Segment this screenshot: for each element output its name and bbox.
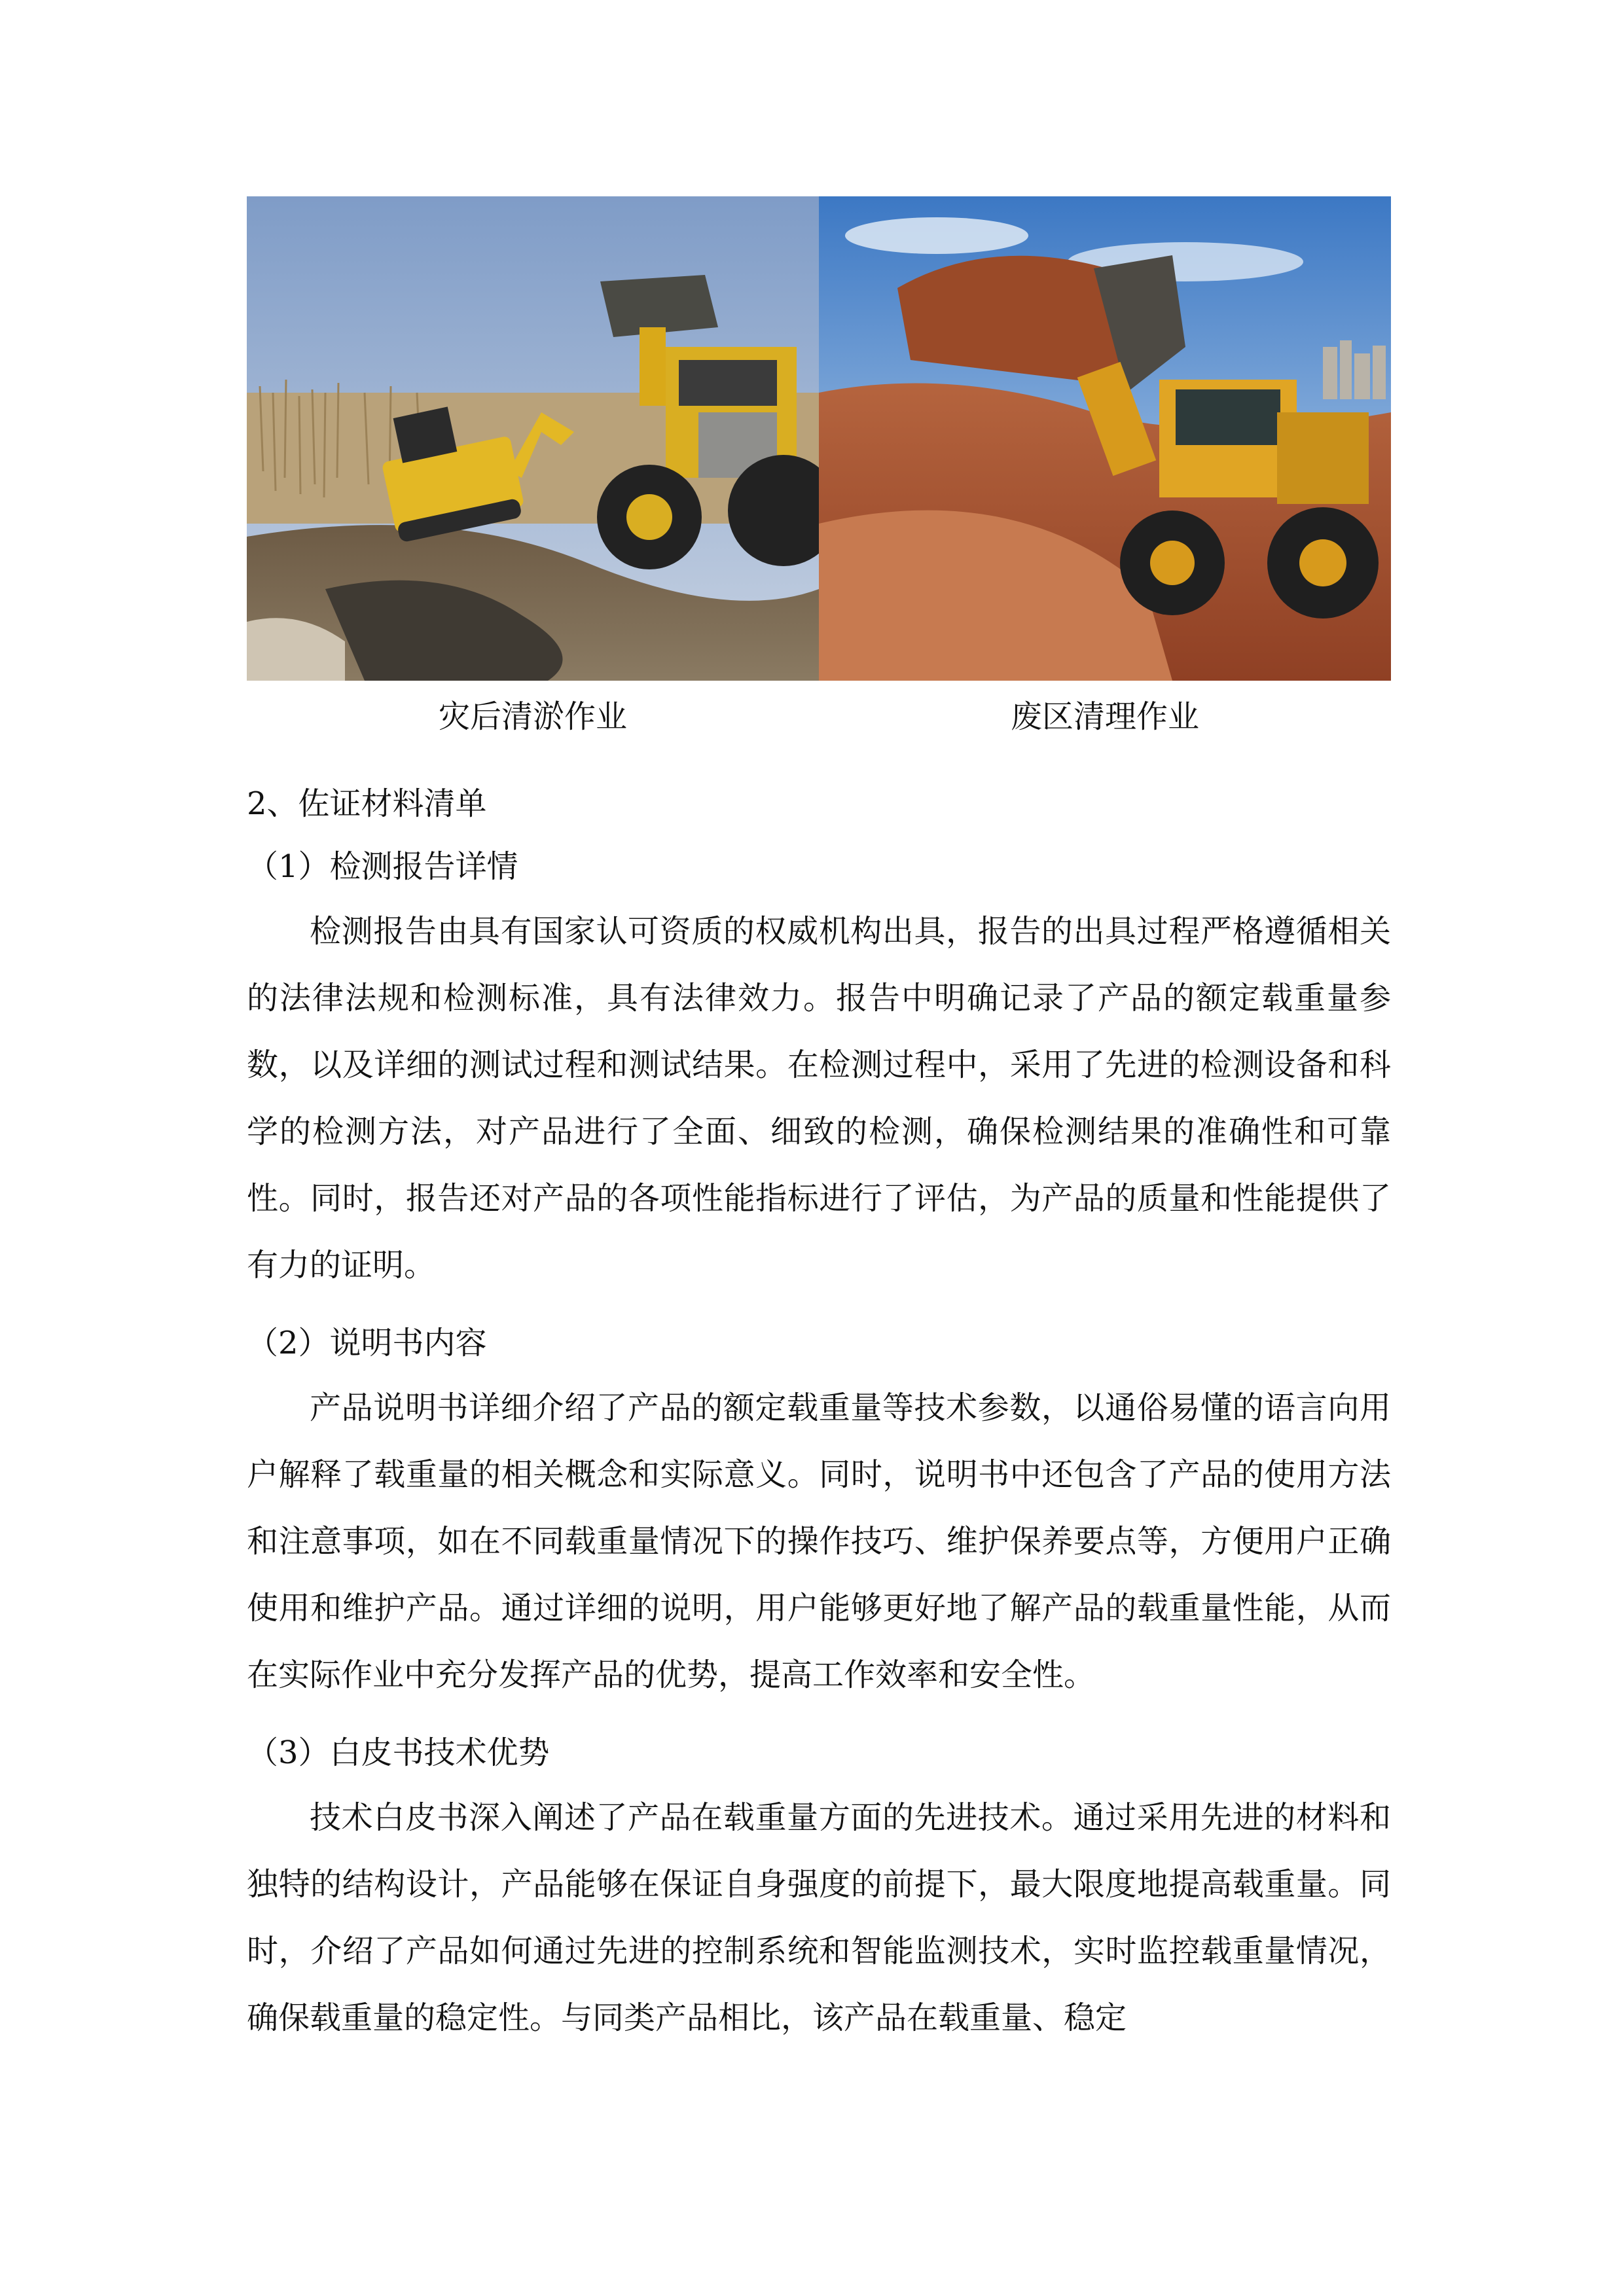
evidence-materials-section	[247, 772, 1391, 2064]
figure-row	[247, 196, 1391, 681]
paragraph-manual: 产品说明书详细介绍了产品的额定载重量等技术参数，以通俗易懂的语言向用户解释了载重量的相关概念和实际意义。同时，说明书中还包含了产品的使用方法和注意事项，如在不同载重量情况下的操作技巧、维护保养要点等，方便用户正确使用和维护产品。通过详细的说明，用户能够更好地了解产品的载重量性能，从而在实际作业中充分发挥产品的优势，提高工作效率和安全性。	[247, 1390, 1391, 1693]
paragraph-whitepaper: 技术白皮书深入阐述了产品在载重量方面的先进技术。通过采用先进的材料和独特的结构设计，产品能够在保证自身强度的前提下，最大限度地提高载重量。同时，介绍了产品如何通过先进的控制系统和智能监测技术，实时监控载重量情况，确保载重量的稳定性。与同类产品相比，该产品在载重量、稳定	[247, 1799, 1391, 2036]
subsection-heading-test-report: （1）检测报告详情	[247, 848, 518, 885]
photo-silt-clearing	[247, 196, 819, 681]
subsection-heading-manual: （2）说明书内容	[247, 1325, 487, 1361]
photo-waste-area-clearing	[819, 196, 1391, 681]
subsection-heading-whitepaper: （3）白皮书技术优势	[247, 1734, 550, 1771]
figure-caption-right: 废区清理作业	[1010, 698, 1199, 735]
figure-caption-left: 灾后清淤作业	[438, 698, 627, 735]
waste-area-clearing-illustration	[819, 196, 1391, 681]
paragraph-test-report: 检测报告由具有国家认可资质的权威机构出具，报告的出具过程严格遵循相关的法律法规和检测标准，具有法律效力。报告中明确记录了产品的额定载重量参数，以及详细的测试过程和测试结果。在检测过程中，采用了先进的检测设备和科学的检测方法，对产品进行了全面、细致的检测，确保检测结果的准确性和可靠性。同时，报告还对产品的各项性能指标进行了评估，为产品的质量和性能提供了有力的证明。	[247, 913, 1391, 1283]
section-title: 2、佐证材料清单	[247, 785, 487, 822]
silt-clearing-illustration	[247, 196, 819, 681]
